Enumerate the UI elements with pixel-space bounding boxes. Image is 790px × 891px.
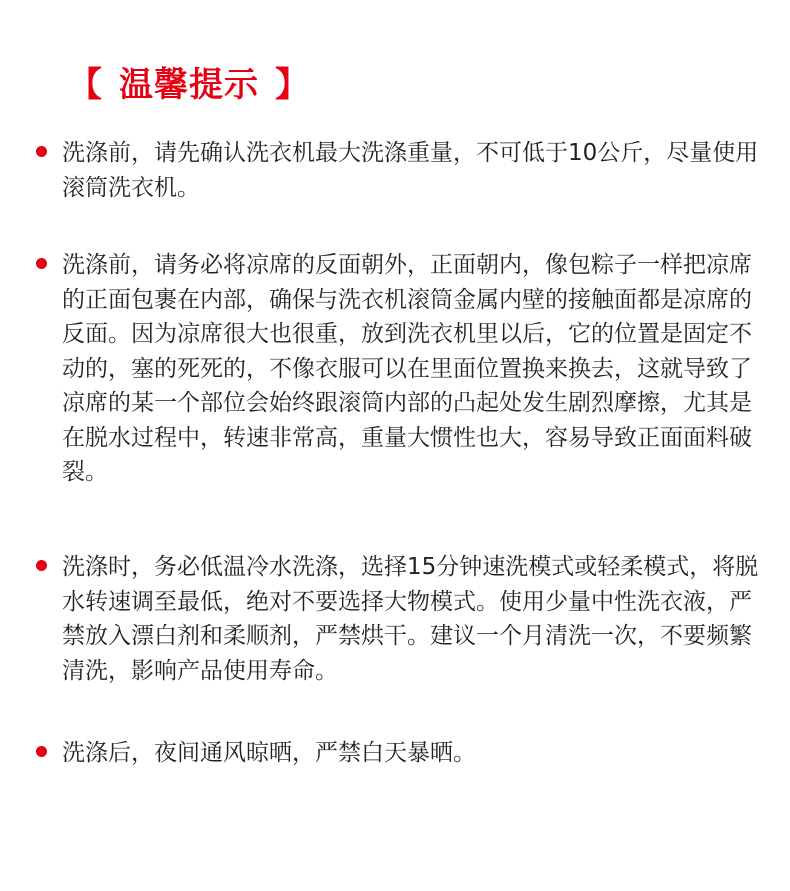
bullet-dot-icon (36, 146, 47, 157)
tip-text: 洗涤后，夜间通风晾晒，严禁白天暴晒。 (62, 740, 476, 766)
tip-item (62, 136, 762, 205)
title-bracket-right: 】 (275, 65, 310, 105)
bullet-dot-icon (36, 258, 47, 269)
tip-item (62, 736, 762, 771)
tip-text: 洗涤前，请先确认洗衣机最大洗涤重量，不可低于10公斤，尽量使用滚筒洗衣机。 (62, 140, 759, 201)
title-bracket-left: 【 (68, 65, 103, 105)
page-title (68, 62, 310, 108)
tip-text: 洗涤前，请务必将凉席的反面朝外，正面朝内，像包粽子一样把凉席的正面包裹在内部，确保与洗衣机滚筒金属内壁的接触面都是凉席的反面。因为凉席很大也很重，放到洗衣机里以后，它的位置是固定不动的，塞的死死的，不像衣服可以在里面位置换来换去，这就导致了凉席的某一个部位会始终跟滚筒内部的凸起处发生剧烈摩擦，尤其是在脱水过程中，转速非常高，重量大惯性也大，容易导致正面面料破裂。 (62, 252, 752, 485)
bullet-dot-icon (36, 746, 47, 757)
bullet-dot-icon (36, 560, 47, 571)
tip-item (62, 248, 762, 490)
tip-item (62, 550, 762, 688)
title-text: 温馨提示 (119, 65, 259, 105)
tip-text: 洗涤时，务必低温冷水洗涤，选择15分钟速洗模式或轻柔模式，将脱水转速调至最低，绝对不要选择大物模式。使用少量中性洗衣液，严禁放入漂白剂和柔顺剂，严禁烘干。建议一个月清洗一次，不要频繁清洗，影响产品使用寿命。 (62, 554, 759, 684)
